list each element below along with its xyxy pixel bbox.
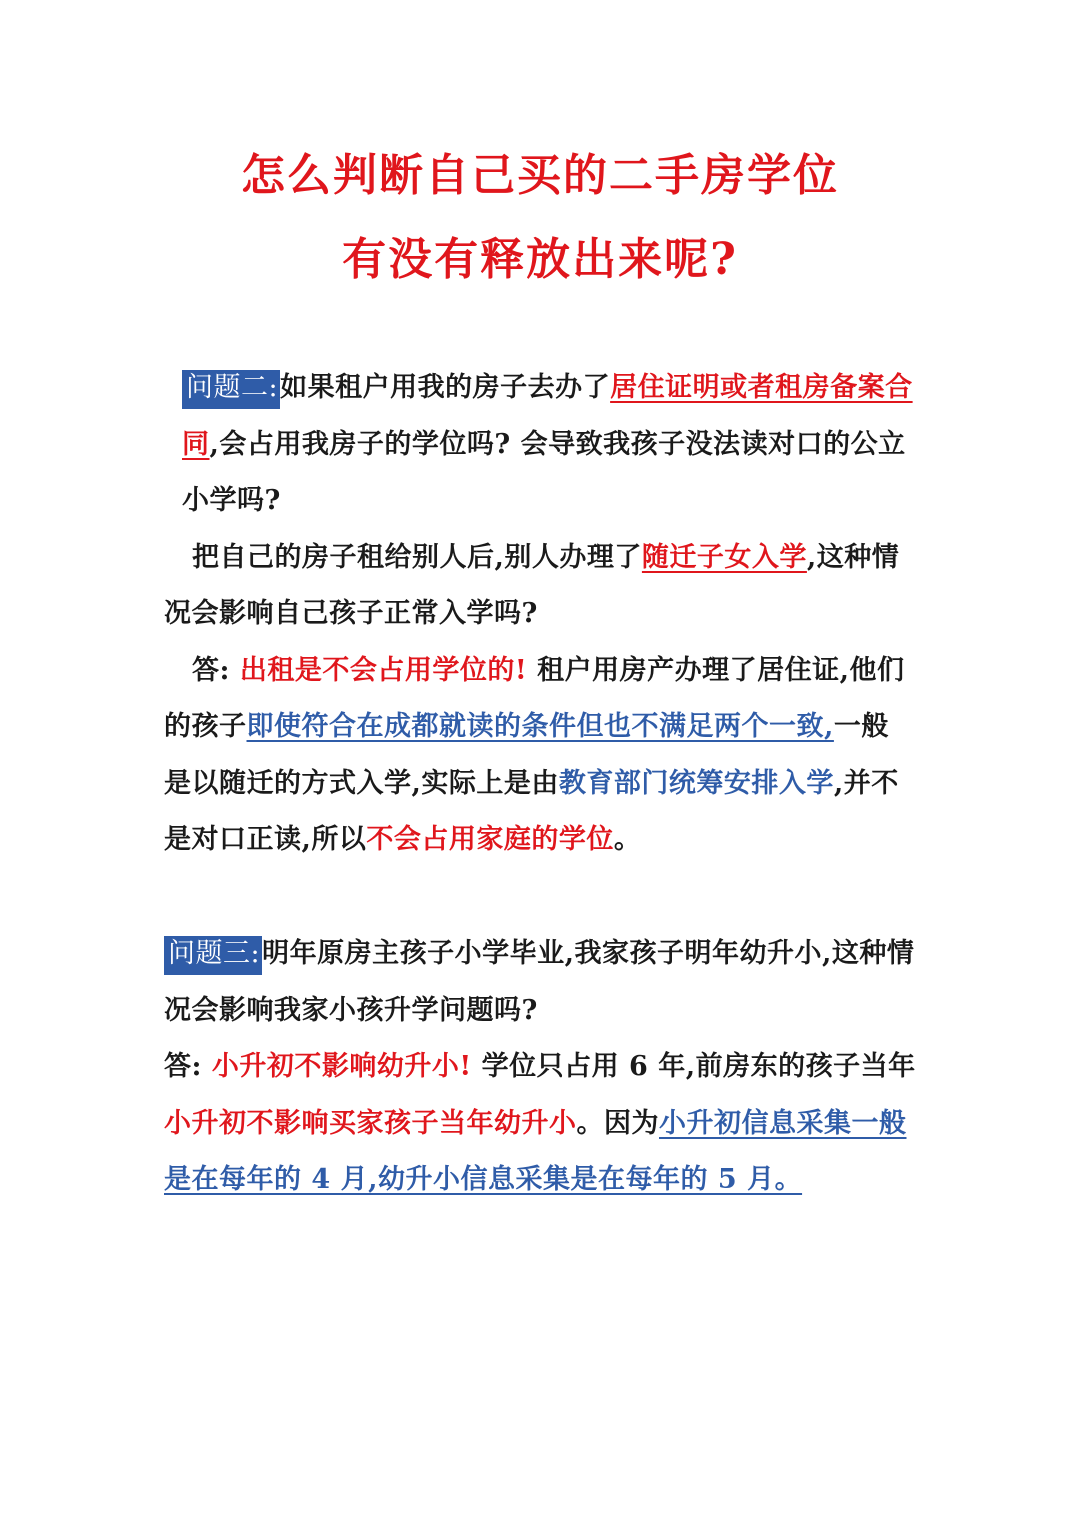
title-line-1: 怎么判断自己买的二手房学位: [241, 150, 839, 201]
q3-answer-label: 答:: [164, 1051, 202, 1082]
question-three-label: 问题三:: [164, 936, 262, 975]
question-two-label: 问题二:: [182, 370, 280, 409]
question-two-paragraph: [164, 360, 916, 530]
answer-label: 答:: [192, 654, 230, 686]
question-three-text: 明年原房主孩子小学毕业,我家孩子明年幼升小,这种情况会影响我家小孩升学问题吗?: [164, 938, 915, 1026]
q3-answer-red-statement: 小升初不影响幼升小!: [211, 1051, 472, 1082]
answer-blue-highlight: 教育部门统筹安排入学: [558, 767, 834, 799]
question-three-section: [164, 926, 916, 1209]
question-two-paragraph-2: [164, 530, 916, 643]
question-two-text-b: ,会占用我房子的学位吗? 会导致我孩子没法读对口的公立小学吗?: [182, 428, 906, 516]
question-two-text-a: 如果租户用我的房子去办了: [280, 372, 611, 403]
question-two-section: [164, 360, 916, 869]
question-two-highlight: 居住证明或者租房备案合同: [182, 372, 913, 460]
answer-blue-underlined: 即使符合在成都就读的条件但也不满足两个一致,: [246, 711, 834, 742]
answer-red-statement: 出租是不会占用学位的!: [239, 654, 528, 686]
q3-answer-text-b: 。因为: [576, 1107, 659, 1139]
title-line-2: 有没有释放出来呢?: [342, 234, 738, 285]
answer-end: 。: [613, 824, 642, 855]
q3-answer-text-a: 学位只占用 6 年,前房东的孩子当年: [481, 1051, 916, 1082]
answer-red-highlight: 不会占用家庭的学位: [366, 824, 614, 855]
paragraph-2-highlight: 随迁子女入学: [641, 541, 807, 573]
q3-answer-blue-underlined: 小升初信息采集一般是在每年的 4 月,幼升小信息采集是在每年的 5 月。: [164, 1107, 907, 1195]
paragraph-2-text-a: 把自己的房子租给别人后,别人办理了: [192, 541, 642, 573]
question-three-answer: [164, 1039, 916, 1209]
answer-text-b: 一般是以随迁的方式入学,实际上是由: [164, 711, 889, 799]
answer-text-c: ,并不是对口正读,所以: [164, 767, 899, 855]
paragraph-2-text-b: ,这种情况会影响自己孩子正常入学吗?: [164, 541, 900, 629]
question-three-paragraph: [164, 926, 916, 1039]
question-two-answer: [164, 643, 916, 869]
q3-answer-red-highlight: 小升初不影响买家孩子当年幼升小: [164, 1107, 577, 1139]
answer-text-a: 租户用房产办理了居住证,他们的孩子: [164, 654, 905, 742]
